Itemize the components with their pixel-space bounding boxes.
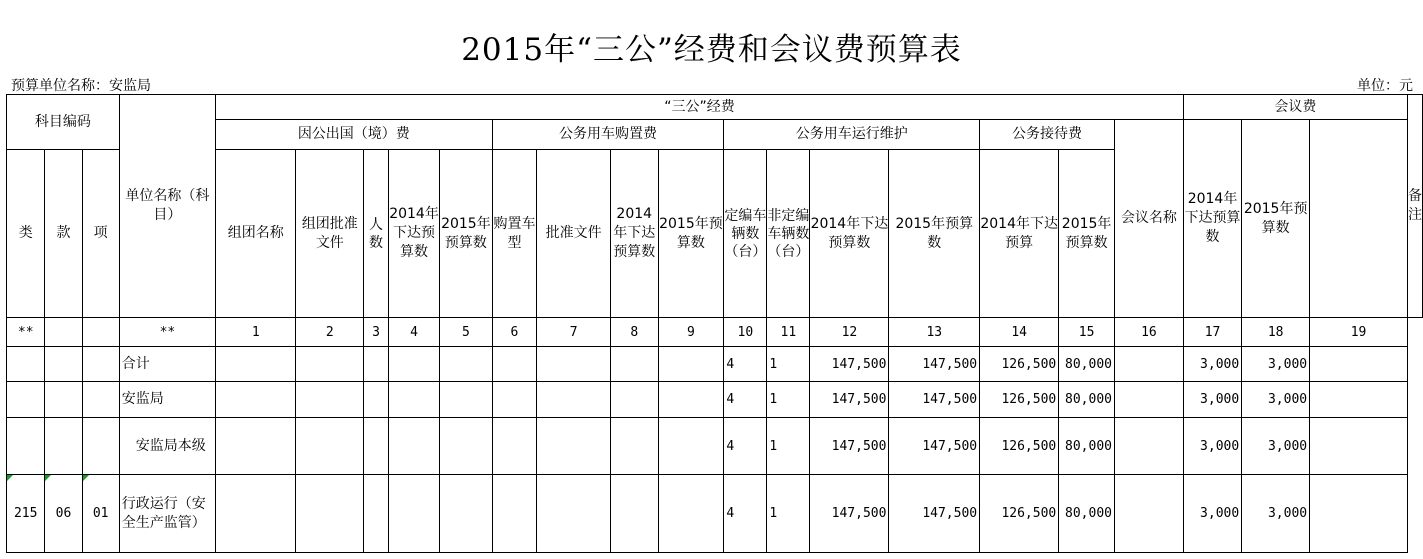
empty-cell (440, 418, 492, 475)
unit-name-cell: 安监局 (119, 382, 215, 418)
reception-2015-header: 2015年预算数 (1059, 150, 1115, 318)
purchase-2014-header: 2014年下达预算数 (610, 150, 658, 318)
operation-2014-header: 2014年下达预算数 (810, 150, 889, 318)
column-index-cell: 7 (537, 318, 611, 347)
column-index-cell: 5 (440, 318, 492, 347)
operation-2015-cell: 147,500 (889, 418, 980, 475)
empty-cell (388, 347, 439, 382)
empty-cell (364, 382, 389, 418)
group-approval-header: 组团批准文件 (296, 150, 364, 318)
operation-2014-cell: 147,500 (810, 475, 889, 553)
meeting-2015-cell: 3,000 (1242, 475, 1310, 553)
column-index-cell: 8 (610, 318, 658, 347)
empty-cell (216, 475, 296, 553)
fixed-cars-header: 定编车辆数（台） (724, 150, 767, 318)
column-index-cell: 2 (296, 318, 364, 347)
kuan-cell (45, 418, 82, 475)
car-operation-header: 公务用车运行维护 (724, 120, 980, 150)
budget-table (6, 94, 1423, 553)
column-index-cell (45, 318, 82, 347)
empty-cell (658, 418, 724, 475)
car-type-header: 购置车型 (492, 150, 537, 318)
empty-cell (1114, 347, 1183, 382)
index-row (7, 318, 1423, 347)
fixed-cars-cell: 4 (724, 418, 767, 475)
column-index-cell: 13 (889, 318, 980, 347)
column-index-cell: 6 (492, 318, 537, 347)
empty-cell (364, 347, 389, 382)
meeting-name-header: 会议名称 (1114, 120, 1183, 318)
empty-cell (492, 347, 537, 382)
reception-2014-cell: 126,500 (980, 418, 1059, 475)
operation-2014-cell: 147,500 (810, 418, 889, 475)
page-title: 2015年“三公”经费和会议费预算表 (461, 32, 962, 68)
nonfixed-cars-header: 非定编车辆数（台） (767, 150, 810, 318)
xiang-cell: 01 (82, 475, 119, 553)
lei-header: 类 (7, 150, 45, 318)
empty-cell (1114, 382, 1183, 418)
column-index-cell: ** (7, 318, 45, 347)
empty-cell (492, 382, 537, 418)
xiang-cell (82, 382, 119, 418)
empty-cell (1310, 382, 1408, 418)
column-index-cell: 4 (388, 318, 439, 347)
empty-cell (537, 475, 611, 553)
car-purchase-header: 公务用车购置费 (492, 120, 724, 150)
empty-cell (537, 382, 611, 418)
column-index-cell: 12 (810, 318, 889, 347)
empty-cell (610, 475, 658, 553)
subject-code-header: 科目编码 (7, 95, 120, 150)
meeting-2014-cell: 3,000 (1183, 347, 1241, 382)
group-name-header: 组团名称 (216, 150, 296, 318)
empty-cell (216, 347, 296, 382)
empty-cell (296, 382, 364, 418)
column-index-cell (82, 318, 119, 347)
column-index-cell: 18 (1242, 318, 1310, 347)
unit-name-cell: 安监局本级 (119, 418, 215, 475)
table-row (7, 418, 1423, 475)
empty-cell (537, 347, 611, 382)
empty-cell (364, 418, 389, 475)
fixed-cars-cell: 4 (724, 475, 767, 553)
reception-2015-cell: 80,000 (1059, 382, 1115, 418)
budget-unit-label: 预算单位名称：安监局 (11, 78, 151, 94)
nonfixed-cars-cell: 1 (767, 418, 810, 475)
lei-cell: 215 (7, 475, 45, 553)
empty-cell (440, 347, 492, 382)
operation-2015-header: 2015年预算数 (889, 150, 980, 318)
kuan-header: 款 (45, 150, 82, 318)
operation-2015-cell: 147,500 (889, 382, 980, 418)
meeting-2015-header: 2015年预算数 (1242, 120, 1310, 318)
empty-cell (364, 475, 389, 553)
unit-name-header: 单位名称（科目） (119, 95, 215, 318)
reception-2014-cell: 126,500 (980, 347, 1059, 382)
empty-cell (610, 418, 658, 475)
reception-2014-cell: 126,500 (980, 475, 1059, 553)
empty-cell (440, 382, 492, 418)
empty-cell (1310, 475, 1408, 553)
reception-2015-cell: 80,000 (1059, 475, 1115, 553)
operation-2014-cell: 147,500 (810, 347, 889, 382)
purchase-2015-header: 2015年预算数 (658, 150, 724, 318)
table-row (7, 347, 1423, 382)
xiang-header: 项 (82, 150, 119, 318)
abroad-header: 因公出国（境）费 (216, 120, 493, 150)
column-index-cell: 15 (1059, 318, 1115, 347)
column-index-cell: 19 (1310, 318, 1408, 347)
operation-2015-cell: 147,500 (889, 475, 980, 553)
meeting-2014-header: 2014年下达预算数 (1183, 120, 1241, 318)
meeting-2015-cell: 3,000 (1242, 347, 1310, 382)
currency-unit-label: 单位：元 (1357, 78, 1413, 94)
meeting-2015-cell: 3,000 (1242, 382, 1310, 418)
lei-cell (7, 382, 45, 418)
column-index-cell: 16 (1114, 318, 1183, 347)
meeting-fee-header: 会议费 (1183, 95, 1407, 120)
abroad-2015-header: 2015年预算数 (440, 150, 492, 318)
empty-cell (610, 382, 658, 418)
lei-cell (7, 347, 45, 382)
empty-cell (216, 382, 296, 418)
kuan-cell: 06 (45, 475, 82, 553)
lei-cell (7, 418, 45, 475)
xiang-cell (82, 347, 119, 382)
empty-cell (658, 382, 724, 418)
xiang-cell (82, 418, 119, 475)
unit-name-cell: 合计 (119, 347, 215, 382)
empty-cell (1310, 347, 1408, 382)
empty-cell (216, 418, 296, 475)
operation-2014-cell: 147,500 (810, 382, 889, 418)
kuan-cell (45, 347, 82, 382)
empty-cell (658, 347, 724, 382)
column-index-cell: 17 (1183, 318, 1241, 347)
empty-cell (296, 418, 364, 475)
empty-cell (1114, 475, 1183, 553)
empty-cell (296, 347, 364, 382)
reception-2014-cell: 126,500 (980, 382, 1059, 418)
meeting-2014-cell: 3,000 (1183, 418, 1241, 475)
column-index-cell: 10 (724, 318, 767, 347)
reception-2015-cell: 80,000 (1059, 418, 1115, 475)
fixed-cars-cell: 4 (724, 382, 767, 418)
unit-name-cell: 行政运行（安全生产监管） (119, 475, 215, 553)
empty-cell (296, 475, 364, 553)
empty-cell (658, 475, 724, 553)
empty-cell (1310, 418, 1408, 475)
table-row (7, 382, 1423, 418)
reception-header: 公务接待费 (980, 120, 1115, 150)
column-index-cell: 3 (364, 318, 389, 347)
reception-2015-cell: 80,000 (1059, 347, 1115, 382)
sangong-header: “三公”经费 (216, 95, 1184, 120)
table-row (7, 475, 1423, 553)
empty-cell (388, 382, 439, 418)
empty-cell (440, 475, 492, 553)
fixed-cars-cell: 4 (724, 347, 767, 382)
nonfixed-cars-cell: 1 (767, 347, 810, 382)
empty-cell (388, 418, 439, 475)
column-index-cell: 14 (980, 318, 1059, 347)
column-index-cell: 1 (216, 318, 296, 347)
remark-header: 备注 (1408, 95, 1423, 318)
people-header: 人数 (364, 150, 389, 318)
empty-cell (1114, 418, 1183, 475)
empty-cell (492, 418, 537, 475)
meeting-2015-cell: 3,000 (1242, 418, 1310, 475)
nonfixed-cars-cell: 1 (767, 475, 810, 553)
empty-cell (610, 347, 658, 382)
column-index-cell: ** (119, 318, 215, 347)
car-approval-header: 批准文件 (537, 150, 611, 318)
empty-cell (388, 475, 439, 553)
column-index-cell: 11 (767, 318, 810, 347)
meeting-2014-cell: 3,000 (1183, 382, 1241, 418)
operation-2015-cell: 147,500 (889, 347, 980, 382)
empty-cell (492, 475, 537, 553)
abroad-2014-header: 2014年下达预算数 (388, 150, 439, 318)
reception-2014-header: 2014年下达预算 (980, 150, 1059, 318)
column-index-cell: 9 (658, 318, 724, 347)
nonfixed-cars-cell: 1 (767, 382, 810, 418)
meeting-2014-cell: 3,000 (1183, 475, 1241, 553)
empty-cell (537, 418, 611, 475)
kuan-cell (45, 382, 82, 418)
